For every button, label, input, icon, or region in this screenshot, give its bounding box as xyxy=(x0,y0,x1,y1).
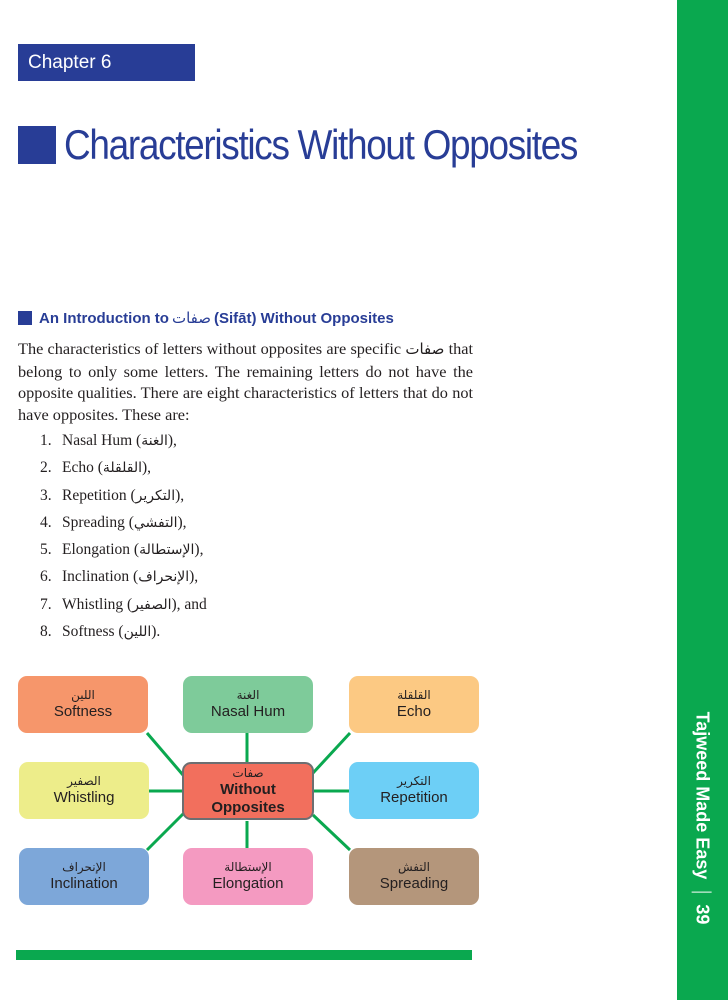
node-spreading: التفش Spreading xyxy=(349,848,479,905)
list-item: 4. Spreading (التفشي), xyxy=(40,513,187,531)
connector-line xyxy=(313,733,350,773)
node-softness: اللين Softness xyxy=(18,676,148,733)
bottom-green-bar xyxy=(16,950,472,960)
list-item: 7. Whistling (الصفير), and xyxy=(40,595,207,613)
node-echo: القلقلة Echo xyxy=(349,676,479,733)
node-nasal-hum: الغنة Nasal Hum xyxy=(183,676,313,733)
node-whistling: الصفير Whistling xyxy=(19,762,149,819)
book-title: Tajweed Made Easy xyxy=(692,711,713,880)
list-item: 5. Elongation (الإستطالة), xyxy=(40,541,204,559)
side-running-head xyxy=(691,712,712,925)
connector-line xyxy=(147,812,185,850)
node-elongation: الإستطالة Elongation xyxy=(183,848,313,905)
section-heading-after: (Sifāt) Without Opposites xyxy=(214,309,394,327)
section-square-icon xyxy=(18,311,32,325)
intro-part2: that belong to only some letters. The remaining letters do not have the opposite qualities. There are eight characteristics of letters that do not have opposites. These are: xyxy=(18,339,474,424)
page-number: 39 xyxy=(692,904,713,925)
section-heading xyxy=(18,309,394,327)
node-repetition: التكرير Repetition xyxy=(349,762,479,819)
characteristics-list xyxy=(40,430,207,648)
section-heading-before: An Introduction to xyxy=(39,309,169,327)
section-heading-arabic: صفات xyxy=(171,309,211,327)
intro-paragraph xyxy=(18,338,473,425)
list-item: 1. Nasal Hum (الغنة), xyxy=(40,432,177,449)
characteristics-diagram xyxy=(0,660,500,920)
list-item: 3. Repetition (التكرير), xyxy=(40,486,185,504)
connector-line xyxy=(313,815,350,850)
title-square-icon xyxy=(18,126,56,164)
list-item: 6. Inclination (الإنحراف), xyxy=(40,568,199,586)
list-item: 8. Softness (اللين). xyxy=(40,623,161,641)
page-title: Characteristics Without Opposites xyxy=(64,121,578,168)
intro-part1: The characteristics of letters without opposites are specific xyxy=(18,339,402,358)
list-item: 2. Echo (القلقلة), xyxy=(40,459,152,477)
connector-line xyxy=(147,733,183,775)
side-separator xyxy=(691,891,711,892)
chapter-label: Chapter 6 xyxy=(18,44,195,81)
intro-arabic: صفات xyxy=(405,340,445,358)
node-inclination: الإنحراف Inclination xyxy=(19,848,149,905)
node-center: صفات Without Opposites xyxy=(182,762,314,820)
page-title-block xyxy=(18,120,647,170)
